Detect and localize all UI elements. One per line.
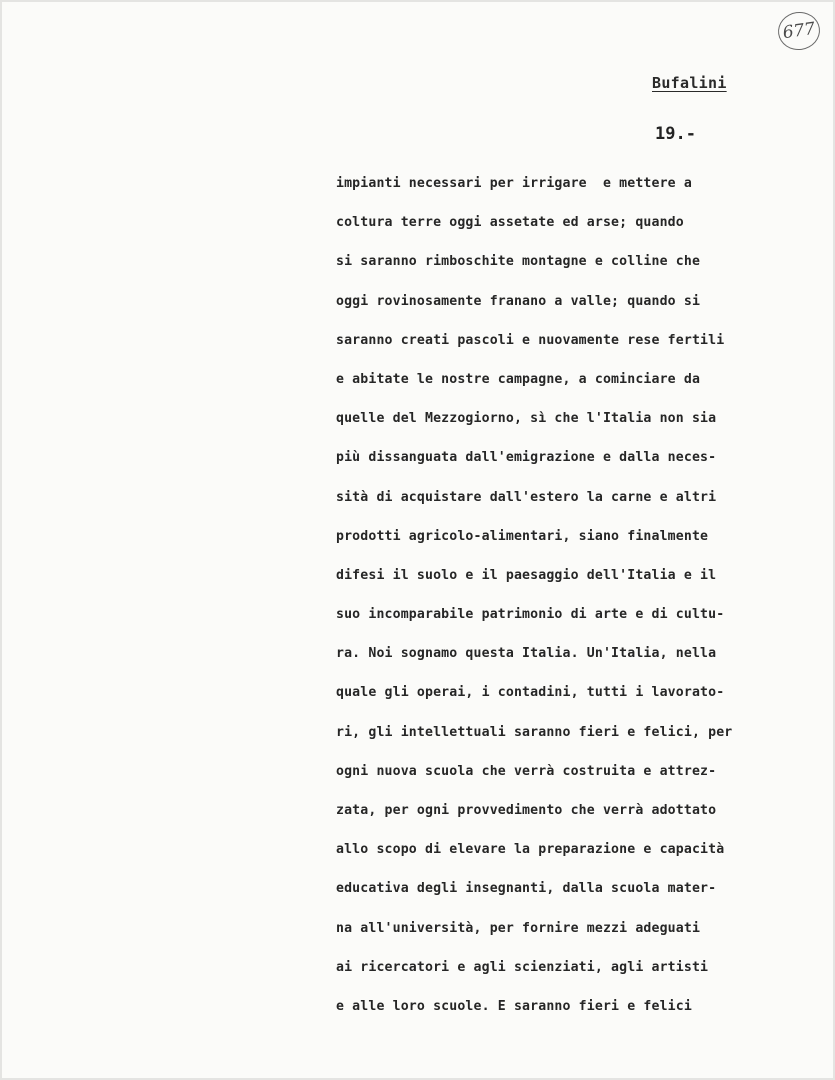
text-line: quelle del Mezzogiorno, sì che l'Italia non sia bbox=[336, 411, 717, 427]
text-line: più dissanguata dall'emigrazione e dalla neces- bbox=[336, 450, 717, 466]
text-line: prodotti agricolo-alimentari, siano finalmente bbox=[336, 528, 709, 544]
text-line: zata, per ogni provvedimento che verrà adottato bbox=[336, 803, 717, 818]
text-line: ri, gli intellettuali saranno fieri e felici, per bbox=[336, 724, 733, 740]
text-line: impianti necessari per irrigare e mettere a bbox=[336, 176, 692, 191]
text-line: allo scopo di elevare la preparazione e capacità bbox=[336, 842, 725, 858]
text-line: sità di acquistare dall'estero la carne e altri bbox=[336, 489, 717, 505]
author-header: Bufalini bbox=[652, 74, 727, 92]
text-line: suo incomparabile patrimonio di arte e di cultu- bbox=[336, 607, 725, 623]
text-line: difesi il suolo e il paesaggio dell'Italia e il bbox=[336, 567, 717, 583]
text-line: saranno creati pascoli e nuovamente rese fertili bbox=[336, 332, 725, 348]
text-line: na all'università, per fornire mezzi adeguati bbox=[336, 920, 701, 936]
text-line: e abitate le nostre campagne, a cominciare da bbox=[336, 371, 701, 387]
text-line: educativa degli insegnanti, dalla scuola mater- bbox=[336, 881, 717, 897]
text-line: e alle loro scuole. E saranno fieri e felici bbox=[336, 998, 692, 1014]
archive-stamp-number: 677 bbox=[776, 9, 823, 52]
text-line: oggi rovinosamente franano a valle; quando si bbox=[336, 293, 701, 309]
text-line: si saranno rimboschite montagne e colline che bbox=[336, 254, 701, 270]
text-line: quale gli operai, i contadini, tutti i lavorato- bbox=[336, 685, 725, 701]
text-line: ai ricercatori e agli scienziati, agli artisti bbox=[336, 959, 709, 975]
text-line: coltura terre oggi assetate ed arse; quando bbox=[336, 215, 684, 231]
text-line: ogni nuova scuola che verrà costruita e attrez- bbox=[336, 763, 717, 779]
page-number: 19.- bbox=[655, 124, 696, 144]
typed-body-text bbox=[336, 170, 831, 1032]
text-line: ra. Noi sognamo questa Italia. Un'Italia, nella bbox=[336, 646, 717, 662]
